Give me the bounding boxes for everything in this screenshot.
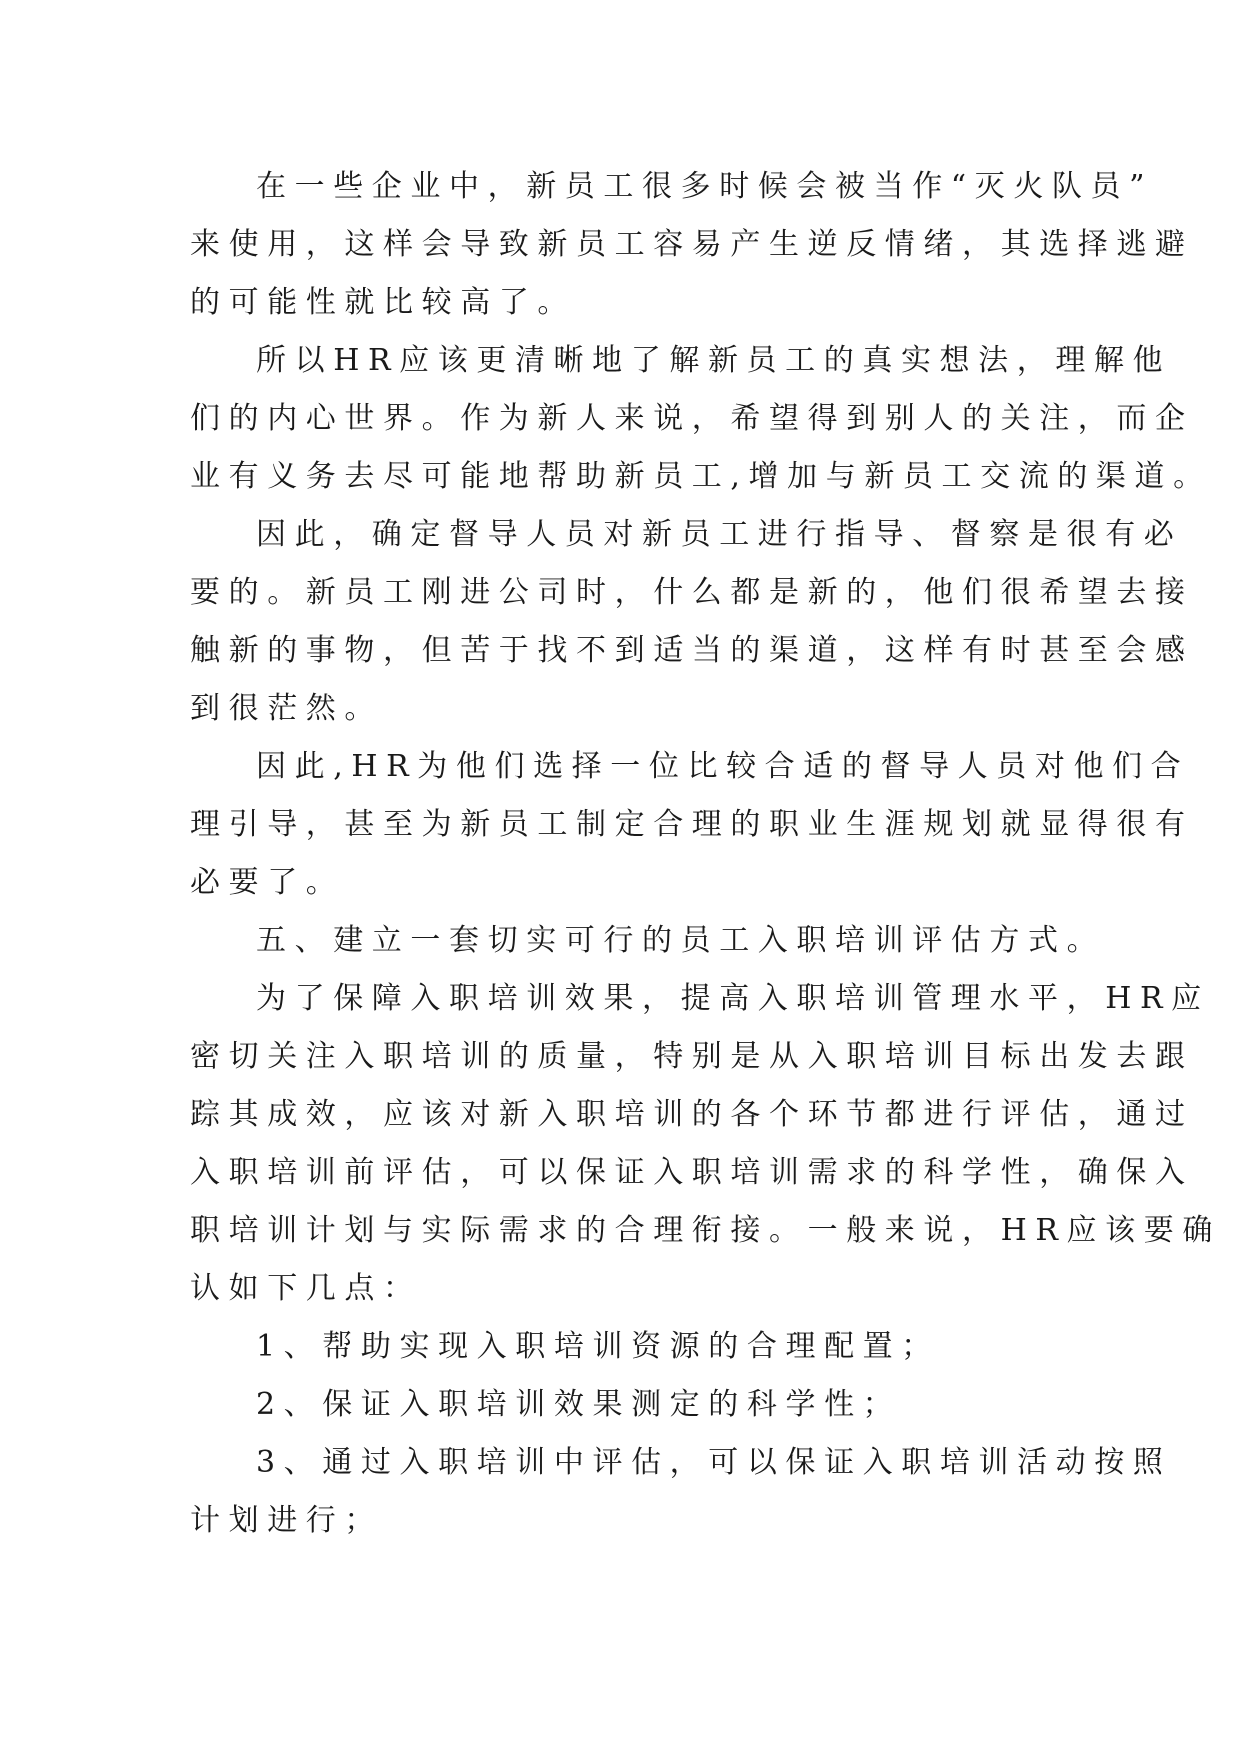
text-line: 业有义务去尽可能地帮助新员工,增加与新员工交流的渠道。 — [190, 459, 1212, 494]
text-line: 触新的事物，但苦于找不到适当的渠道，这样有时甚至会感 — [190, 633, 1194, 668]
text-line: 密切关注入职培训的质量，特别是从入职培训目标出发去跟 — [190, 1039, 1194, 1074]
text-line: 到很茫然。 — [190, 691, 383, 726]
text-line: 踪其成效，应该对新入职培训的各个环节都进行评估，通过 — [190, 1097, 1194, 1132]
text-line: 要的。新员工刚进公司时，什么都是新的，他们很希望去接 — [190, 575, 1194, 610]
text-line: 所以HR应该更清晰地了解新员工的真实想法，理解他 — [256, 343, 1172, 378]
text-line: 们的内心世界。作为新人来说，希望得到别人的关注，而企 — [190, 401, 1194, 436]
text-line: 来使用，这样会导致新员工容易产生逆反情绪，其选择逃避 — [190, 227, 1194, 262]
text-line: 为了保障入职培训效果，提高入职培训管理水平，HR应 — [256, 981, 1210, 1016]
text-line: 计划进行； — [190, 1503, 383, 1538]
document-body — [190, 158, 1221, 1550]
list-item: 3、通过入职培训中评估，可以保证入职培训活动按照 — [256, 1445, 1172, 1480]
text-line: 理引导，甚至为新员工制定合理的职业生涯规划就显得很有 — [190, 807, 1194, 842]
text-line: 职培训计划与实际需求的合理衔接。一般来说，HR应该要确 — [190, 1213, 1221, 1248]
text-line: 认如下几点： — [190, 1271, 422, 1306]
text-line: 因此，确定督导人员对新员工进行指导、督察是很有必 — [256, 517, 1183, 552]
text-line: 在一些企业中，新员工很多时候会被当作“灭火队员” — [256, 169, 1154, 204]
text-line: 因此,HR为他们选择一位比较合适的督导人员对他们合 — [256, 749, 1190, 784]
list-item: 2、保证入职培训效果测定的科学性； — [256, 1387, 902, 1422]
text-line: 入职培训前评估，可以保证入职培训需求的科学性，确保入 — [190, 1155, 1194, 1190]
list-item: 1、帮助实现入职培训资源的合理配置； — [256, 1329, 940, 1364]
text-line: 必要了。 — [190, 865, 345, 900]
text-line: 的可能性就比较高了。 — [190, 285, 576, 320]
section-heading: 五、建立一套切实可行的员工入职培训评估方式。 — [256, 923, 1106, 958]
